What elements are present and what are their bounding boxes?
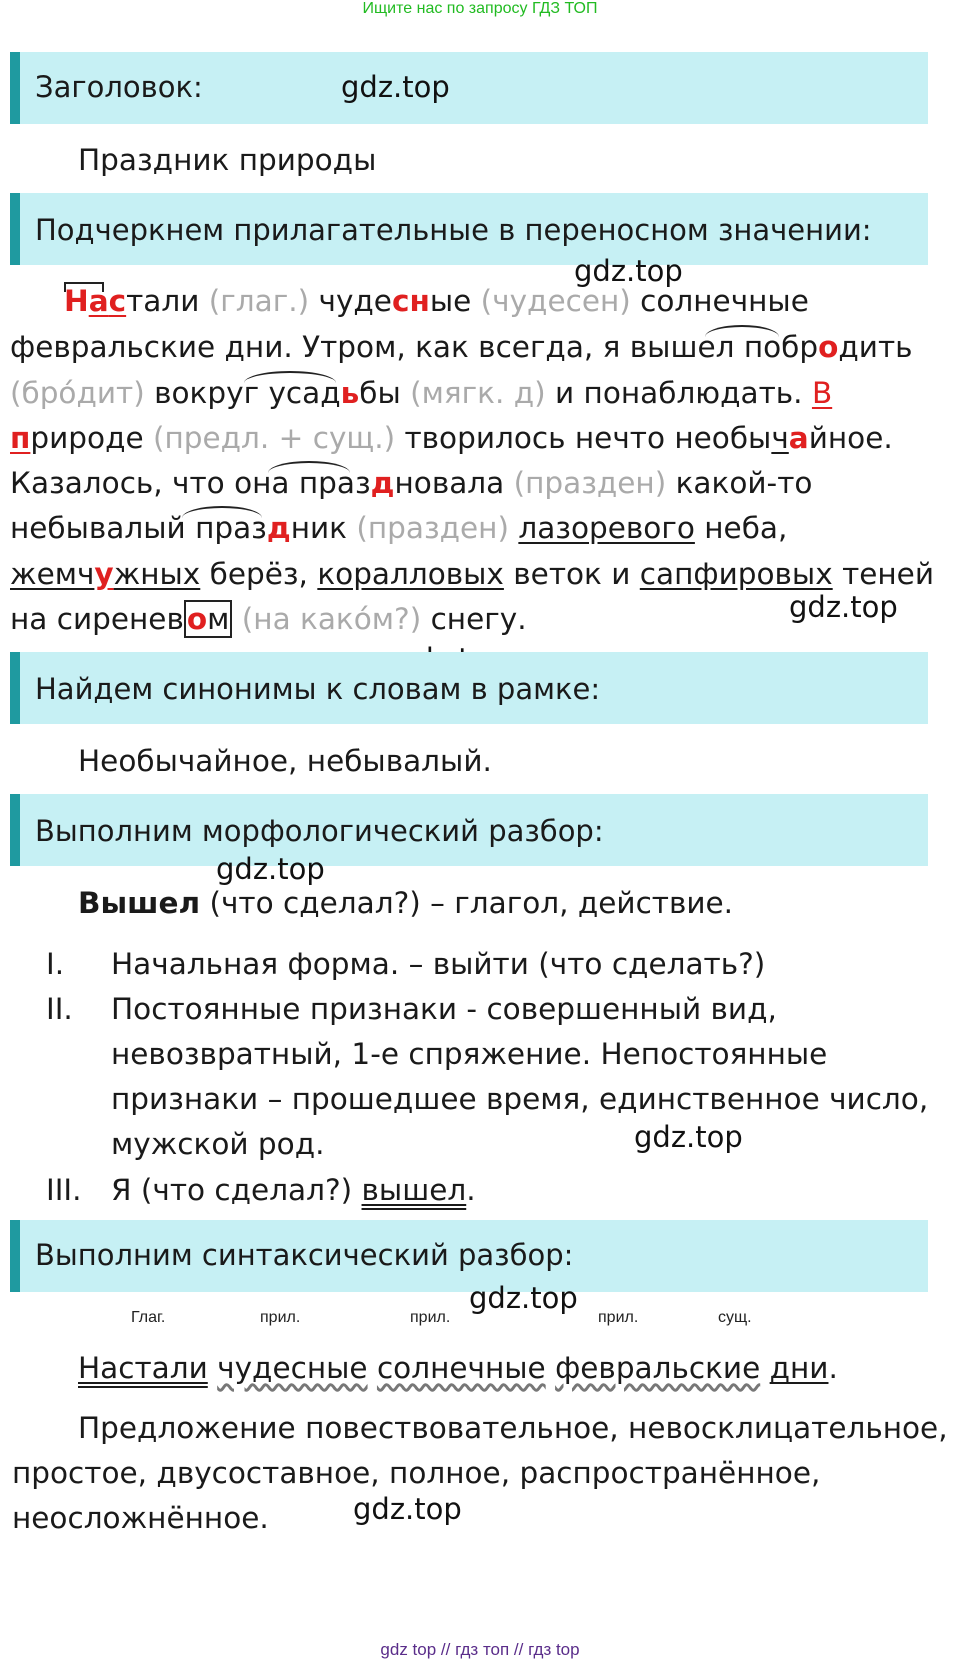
morph-item-num: I. xyxy=(46,947,65,981)
morph-item-text: невозвратный, 1-е спряжение. Непостоянные xyxy=(111,1037,828,1071)
section-heading-adjectives xyxy=(10,193,928,265)
heading-text: Заголовок: xyxy=(35,70,203,104)
watermark: gdz.top xyxy=(353,1492,462,1526)
watermark: gdz.top xyxy=(574,254,683,288)
footer: gdz top // гдз топ // гдз top xyxy=(380,1640,580,1659)
morph-item-text: Начальная форма. – выйти (что сделать?) xyxy=(111,947,766,981)
heading-text: Выполним синтаксический разбор: xyxy=(35,1238,574,1272)
watermark: gdz.top xyxy=(341,70,450,104)
heading-text: Найдем синонимы к словам в рамке: xyxy=(35,672,601,706)
root-arc xyxy=(705,325,779,337)
heading-text: Выполним морфологический разбор: xyxy=(35,814,604,848)
text-line-4: природе (предл. + сущ.) творилось нечто необычайное. xyxy=(10,421,893,455)
watermark: gdz.top xyxy=(469,1281,578,1315)
text-line-7: жемчужных берёз, коралловых веток и сапфировых теней xyxy=(10,557,935,591)
syntax-desc: простое, двусоставное, полное, распространённое, xyxy=(12,1456,821,1490)
text-line-2: февральские дни. Утром, как всегда, я вышел побродить xyxy=(10,330,913,364)
root-arc xyxy=(268,461,350,473)
section-heading-synonyms xyxy=(10,652,928,724)
morph-item-text: признаки – прошедшее время, единственное число, xyxy=(111,1082,929,1116)
pos-label: прил. xyxy=(410,1309,451,1326)
text-line-8: на сиренев ом (на како́м?) снегу. xyxy=(10,602,527,636)
text-line-3: (бро́дит) вокруг усадьбы (мягк. д) и понаблюдать. В xyxy=(10,376,833,410)
morph-intro: Вышел (что сделал?) – глагол, действие. xyxy=(78,886,734,920)
root-arc xyxy=(182,506,262,518)
heading-text: Подчеркнем прилагательные в переносном значении: xyxy=(35,213,872,247)
text-line-1: Настали (глаг.) чудесные (чудесен) солнечные xyxy=(64,284,809,318)
pos-label: прил. xyxy=(598,1309,639,1326)
synonyms-answer: Необычайное, небывалый. xyxy=(78,744,492,778)
morph-item-num: II. xyxy=(46,992,73,1026)
syntax-desc: неосложнённое. xyxy=(12,1501,269,1535)
morph-item-num: III. xyxy=(46,1173,82,1207)
section-heading-title xyxy=(10,52,928,124)
pos-label: Глаг. xyxy=(131,1309,166,1326)
root-arc xyxy=(244,371,336,383)
text-line-5: Казалось, что она праздновала (празден) какой-то xyxy=(10,466,813,500)
pos-label: прил. xyxy=(260,1309,301,1326)
morph-item-text: мужской род. xyxy=(111,1127,325,1161)
watermark: gdz.top xyxy=(634,1120,743,1154)
morph-item-text: Я (что сделал?) вышел. xyxy=(111,1173,476,1207)
morph-item-text: Постоянные признаки - совершенный вид, xyxy=(111,992,777,1026)
watermark: gdz.top xyxy=(216,852,325,886)
section-heading-morph xyxy=(10,794,928,866)
top-banner: Ищите нас по запросу ГДЗ ТОП xyxy=(362,0,598,17)
syntax-sentence: Настали чудесные солнечные февральские дни. xyxy=(78,1351,838,1385)
pos-label: сущ. xyxy=(718,1309,752,1326)
title-answer: Праздник природы xyxy=(78,143,377,177)
watermark: gdz.top xyxy=(789,590,898,624)
text-line-6: небывалый праздник (празден) лазоревого неба, xyxy=(10,511,788,545)
prefix-mark xyxy=(64,282,104,292)
syntax-desc: Предложение повествовательное, невосклицательное, xyxy=(78,1411,948,1445)
